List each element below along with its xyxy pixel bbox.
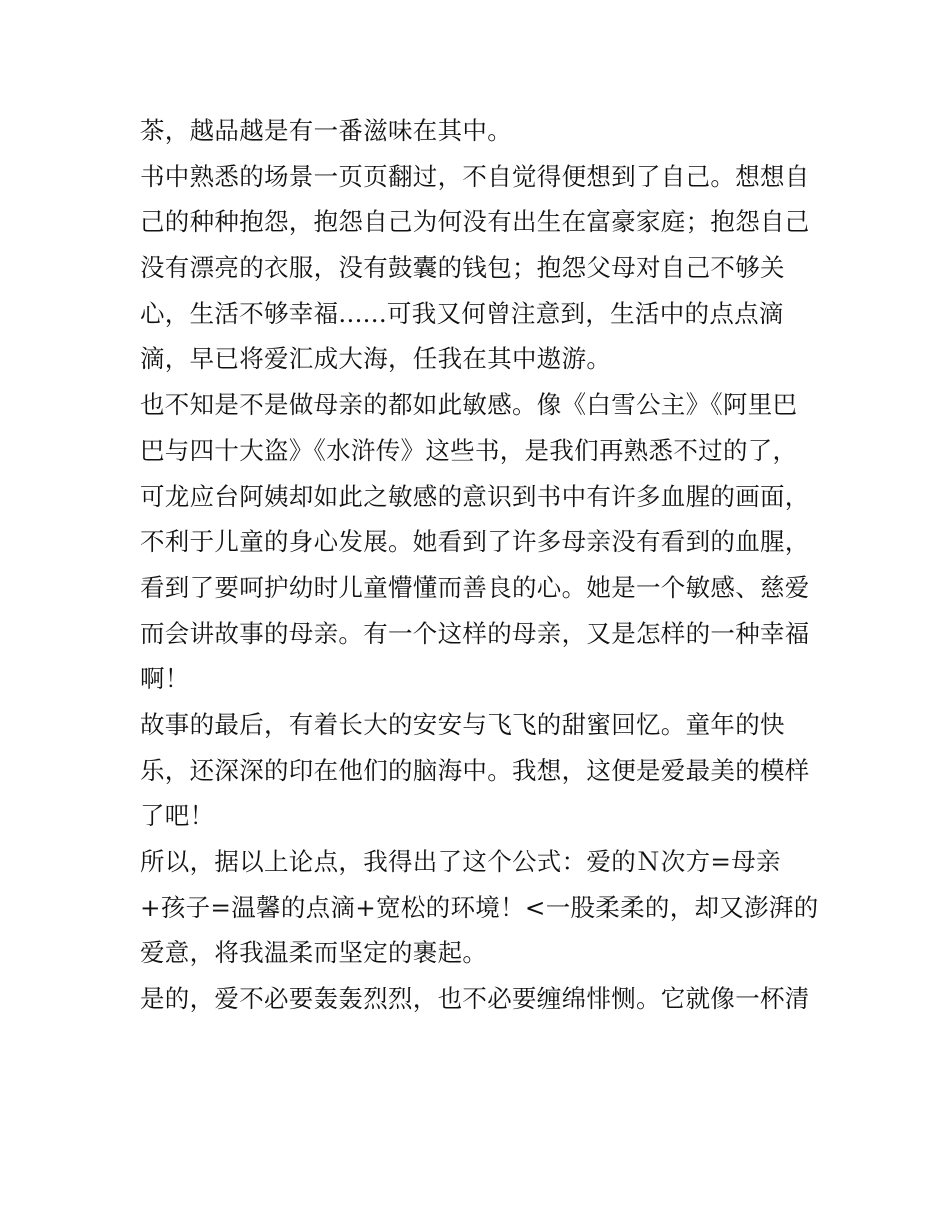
text-line: 己的种种抱怨，抱怨自己为何没有出生在富豪家庭；抱怨自己 bbox=[140, 207, 810, 237]
text-line: 乐，还深深的印在他们的脑海中。我想，这便是爱最美的模样 bbox=[140, 755, 810, 785]
text-line: +孩子=温馨的点滴+宽松的环境！<一股柔柔的，却又澎湃的 bbox=[140, 892, 819, 922]
text-line: 不利于儿童的身心发展。她看到了许多母亲没有看到的血腥， bbox=[140, 527, 810, 557]
body-text bbox=[140, 108, 820, 1022]
text-line: 看到了要呵护幼时儿童懵懂而善良的心。她是一个敏感、慈爱 bbox=[140, 572, 810, 602]
text-line: 也不知是不是做母亲的都如此敏感。像《白雪公主》《阿里巴 bbox=[140, 390, 798, 420]
text-line: 了吧！ bbox=[140, 801, 215, 831]
text-line: 故事的最后，有着长大的安安与飞飞的甜蜜回忆。童年的快 bbox=[140, 709, 785, 739]
text-line: 而会讲故事的母亲。有一个这样的母亲，又是怎样的一种幸福 bbox=[140, 618, 810, 648]
text-line: 是的，爱不必要轰轰烈烈，也不必要缠绵悱恻。它就像一杯清 bbox=[140, 984, 810, 1014]
text-line: 没有漂亮的衣服，没有鼓囊的钱包；抱怨父母对自己不够关 bbox=[140, 253, 785, 283]
text-line: 茶，越品越是有一番滋味在其中。 bbox=[140, 116, 512, 145]
text-line: 滴，早已将爱汇成大海，任我在其中遨游。 bbox=[140, 344, 612, 374]
text-line: 心，生活不够幸福......可我又何曾注意到，生活中的点点滴 bbox=[140, 298, 784, 328]
text-line: 所以，据以上论点，我得出了这个公式：爱的Ｎ次方=母亲 bbox=[140, 847, 781, 876]
text-line: 巴与四十大盗》《水浒传》这些书，是我们再熟悉不过的了， bbox=[140, 435, 798, 465]
text-line: 书中熟悉的场景一页页翻过，不自觉得便想到了自己。想想自 bbox=[140, 161, 810, 191]
text-line: 啊！ bbox=[140, 664, 190, 694]
text-line: 可龙应台阿姨却如此之敏感的意识到书中有许多血腥的画面， bbox=[140, 481, 810, 511]
text-line: 爱意，将我温柔而坚定的裹起。 bbox=[140, 938, 488, 968]
